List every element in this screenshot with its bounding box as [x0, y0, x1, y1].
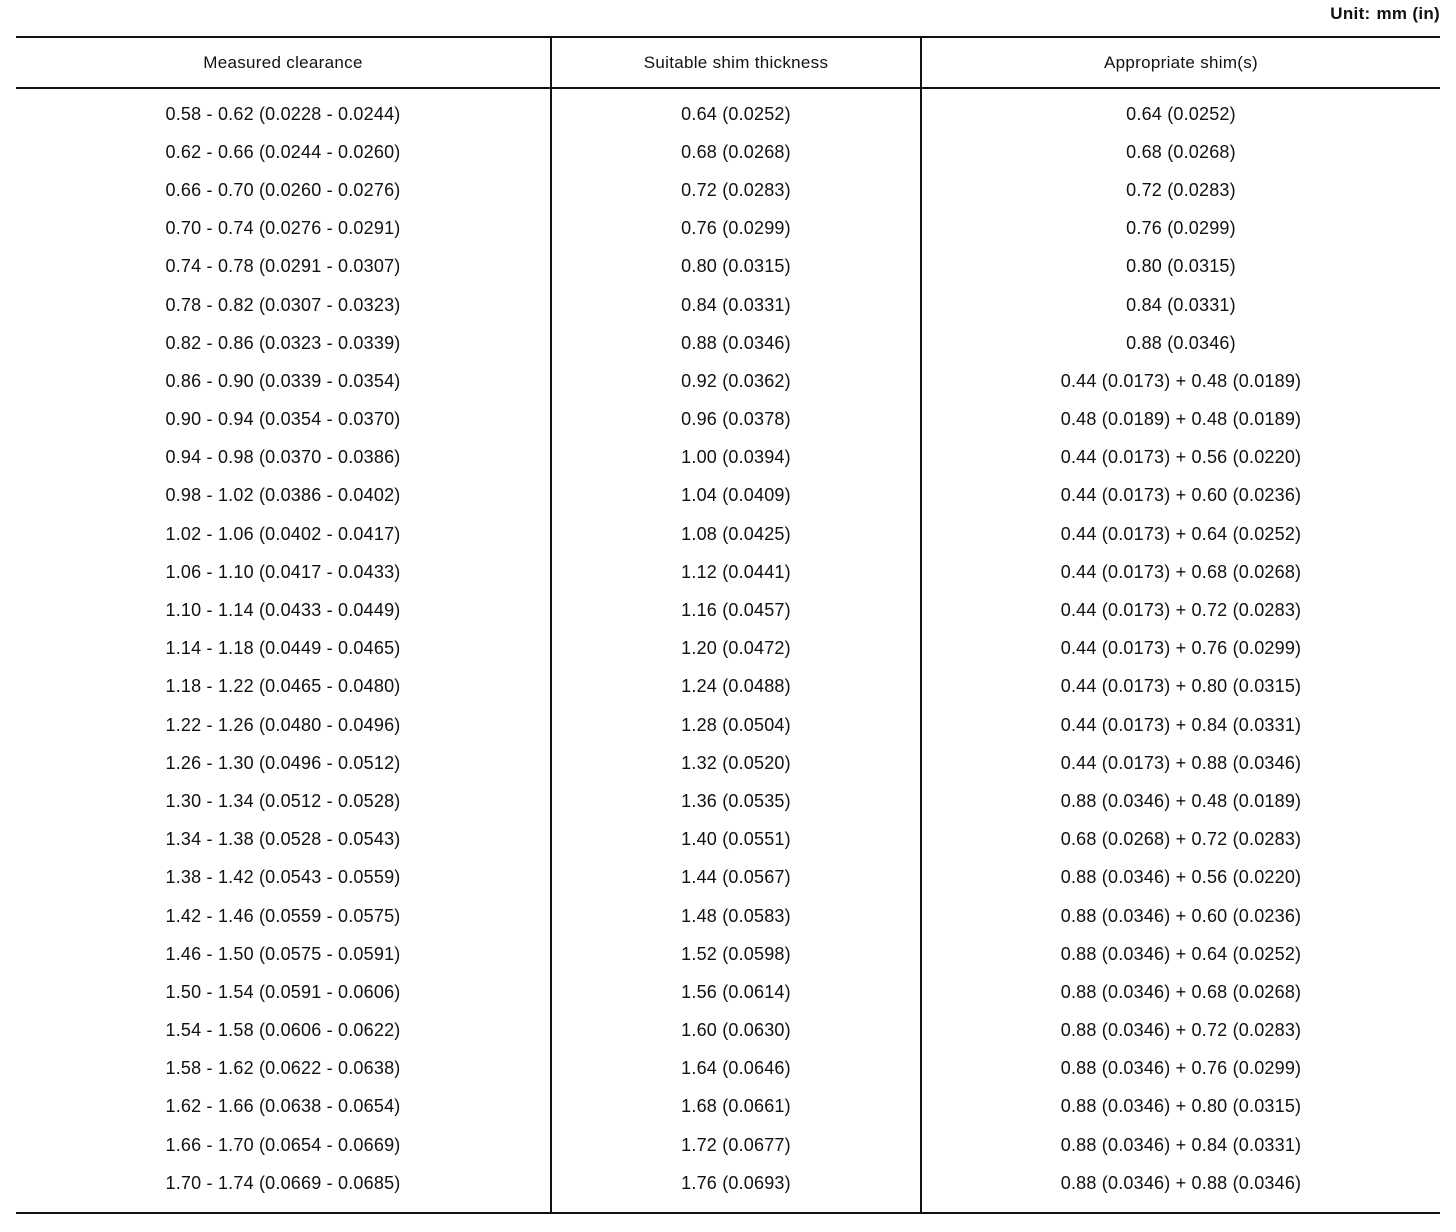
table-row [16, 1012, 1440, 1050]
table-row [16, 88, 1440, 133]
measured-clearance-cell: 0.94 - 0.98 (0.0370 - 0.0386) [165, 447, 401, 468]
appropriate-shims-cell: 0.80 (0.0315) [921, 248, 1440, 286]
measured-clearance-cell: 1.34 - 1.38 (0.0528 - 0.0543) [165, 829, 401, 850]
appropriate-shims-cell: 0.88 (0.0346) + 0.56 (0.0220) [921, 859, 1440, 897]
measured-clearance-cell: 1.58 - 1.62 (0.0622 - 0.0638) [165, 1058, 401, 1079]
table-row [16, 591, 1440, 629]
table-row [16, 401, 1440, 439]
shim-selection-table [16, 36, 1440, 1214]
measured-clearance-cell: 1.66 - 1.70 (0.0654 - 0.0669) [165, 1134, 401, 1155]
suitable-shim-thickness-cell: 1.60 (0.0630) [551, 1012, 921, 1050]
table-row [16, 1050, 1440, 1088]
appropriate-shims-cell: 0.88 (0.0346) + 0.84 (0.0331) [921, 1126, 1440, 1164]
suitable-shim-thickness-cell: 1.72 (0.0677) [551, 1126, 921, 1164]
suitable-shim-thickness-cell: 1.32 (0.0520) [551, 744, 921, 782]
appropriate-shims-cell: 0.44 (0.0173) + 0.84 (0.0331) [921, 706, 1440, 744]
appropriate-shims-cell: 0.44 (0.0173) + 0.76 (0.0299) [921, 630, 1440, 668]
suitable-shim-thickness-cell: 1.68 (0.0661) [551, 1088, 921, 1126]
suitable-shim-thickness-cell: 1.44 (0.0567) [551, 859, 921, 897]
measured-clearance-cell: 0.86 - 0.90 (0.0339 - 0.0354) [165, 370, 401, 391]
appropriate-shims-cell: 0.88 (0.0346) + 0.76 (0.0299) [921, 1050, 1440, 1088]
measured-clearance-cell: 0.78 - 0.82 (0.0307 - 0.0323) [165, 294, 401, 315]
measured-clearance-cell: 1.50 - 1.54 (0.0591 - 0.0606) [165, 981, 401, 1002]
appropriate-shims-cell: 0.68 (0.0268) [921, 133, 1440, 171]
suitable-shim-thickness-cell: 0.76 (0.0299) [551, 210, 921, 248]
appropriate-shims-cell: 0.88 (0.0346) + 0.88 (0.0346) [921, 1164, 1440, 1213]
appropriate-shims-cell: 0.44 (0.0173) + 0.56 (0.0220) [921, 439, 1440, 477]
unit-value: mm (in) [1376, 4, 1440, 23]
table-row [16, 782, 1440, 820]
measured-clearance-cell: 0.82 - 0.86 (0.0323 - 0.0339) [165, 332, 401, 353]
unit-label: Unit: [1330, 4, 1371, 23]
measured-clearance-cell: 1.54 - 1.58 (0.0606 - 0.0622) [165, 1020, 401, 1041]
measured-clearance-cell: 0.70 - 0.74 (0.0276 - 0.0291) [165, 218, 401, 239]
measured-clearance-cell: 1.14 - 1.18 (0.0449 - 0.0465) [165, 638, 401, 659]
suitable-shim-thickness-cell: 0.80 (0.0315) [551, 248, 921, 286]
measured-clearance-cell: 1.70 - 1.74 (0.0669 - 0.0685) [165, 1172, 401, 1193]
measured-clearance-cell: 0.62 - 0.66 (0.0244 - 0.0260) [165, 141, 401, 162]
appropriate-shims-cell: 0.88 (0.0346) + 0.72 (0.0283) [921, 1012, 1440, 1050]
header-row [16, 37, 1440, 88]
table-row [16, 210, 1440, 248]
measured-clearance-cell: 1.18 - 1.22 (0.0465 - 0.0480) [165, 676, 401, 697]
measured-clearance-cell: 1.10 - 1.14 (0.0433 - 0.0449) [165, 600, 401, 621]
table-row [16, 439, 1440, 477]
suitable-shim-thickness-cell: 0.96 (0.0378) [551, 401, 921, 439]
suitable-shim-thickness-cell: 1.40 (0.0551) [551, 821, 921, 859]
suitable-shim-thickness-cell: 0.64 (0.0252) [551, 88, 921, 133]
suitable-shim-thickness-cell: 1.36 (0.0535) [551, 782, 921, 820]
appropriate-shims-cell: 0.44 (0.0173) + 0.68 (0.0268) [921, 553, 1440, 591]
table-row [16, 630, 1440, 668]
appropriate-shims-cell: 0.88 (0.0346) + 0.60 (0.0236) [921, 897, 1440, 935]
suitable-shim-thickness-cell: 1.28 (0.0504) [551, 706, 921, 744]
measured-clearance-cell: 0.74 - 0.78 (0.0291 - 0.0307) [165, 256, 401, 277]
measured-clearance-cell: 0.98 - 1.02 (0.0386 - 0.0402) [165, 485, 401, 506]
appropriate-shims-cell: 0.88 (0.0346) + 0.68 (0.0268) [921, 973, 1440, 1011]
measured-clearance-cell: 1.62 - 1.66 (0.0638 - 0.0654) [165, 1096, 401, 1117]
appropriate-shims-cell: 0.88 (0.0346) [921, 324, 1440, 362]
appropriate-shims-cell: 0.44 (0.0173) + 0.80 (0.0315) [921, 668, 1440, 706]
suitable-shim-thickness-cell: 1.48 (0.0583) [551, 897, 921, 935]
measured-clearance-cell: 1.30 - 1.34 (0.0512 - 0.0528) [165, 790, 401, 811]
table-row [16, 553, 1440, 591]
suitable-shim-thickness-cell: 1.56 (0.0614) [551, 973, 921, 1011]
appropriate-shims-cell: 0.44 (0.0173) + 0.72 (0.0283) [921, 591, 1440, 629]
appropriate-shims-cell: 0.44 (0.0173) + 0.64 (0.0252) [921, 515, 1440, 553]
header-suitable-shim-thickness: Suitable shim thickness [551, 37, 921, 88]
measured-clearance-cell: 1.26 - 1.30 (0.0496 - 0.0512) [165, 752, 401, 773]
appropriate-shims-cell: 0.44 (0.0173) + 0.48 (0.0189) [921, 362, 1440, 400]
table-row [16, 248, 1440, 286]
suitable-shim-thickness-cell: 0.84 (0.0331) [551, 286, 921, 324]
suitable-shim-thickness-cell: 1.04 (0.0409) [551, 477, 921, 515]
suitable-shim-thickness-cell: 0.72 (0.0283) [551, 171, 921, 209]
table-row [16, 744, 1440, 782]
measured-clearance-cell: 1.02 - 1.06 (0.0402 - 0.0417) [165, 523, 401, 544]
appropriate-shims-cell: 0.44 (0.0173) + 0.60 (0.0236) [921, 477, 1440, 515]
suitable-shim-thickness-cell: 1.12 (0.0441) [551, 553, 921, 591]
suitable-shim-thickness-cell: 0.68 (0.0268) [551, 133, 921, 171]
measured-clearance-cell: 0.90 - 0.94 (0.0354 - 0.0370) [165, 409, 401, 430]
appropriate-shims-cell: 0.64 (0.0252) [921, 88, 1440, 133]
unit-note [1330, 4, 1440, 24]
table-row [16, 133, 1440, 171]
appropriate-shims-cell: 0.76 (0.0299) [921, 210, 1440, 248]
table-row [16, 1126, 1440, 1164]
table-row [16, 171, 1440, 209]
measured-clearance-cell: 1.46 - 1.50 (0.0575 - 0.0591) [165, 943, 401, 964]
appropriate-shims-cell: 0.44 (0.0173) + 0.88 (0.0346) [921, 744, 1440, 782]
suitable-shim-thickness-cell: 1.64 (0.0646) [551, 1050, 921, 1088]
measured-clearance-cell: 1.06 - 1.10 (0.0417 - 0.0433) [165, 561, 401, 582]
table-row [16, 706, 1440, 744]
table-row [16, 477, 1440, 515]
table-row [16, 859, 1440, 897]
suitable-shim-thickness-cell: 1.08 (0.0425) [551, 515, 921, 553]
table-row [16, 973, 1440, 1011]
measured-clearance-cell: 1.42 - 1.46 (0.0559 - 0.0575) [165, 905, 401, 926]
measured-clearance-cell: 1.22 - 1.26 (0.0480 - 0.0496) [165, 714, 401, 735]
table-row [16, 1164, 1440, 1213]
appropriate-shims-cell: 0.48 (0.0189) + 0.48 (0.0189) [921, 401, 1440, 439]
appropriate-shims-cell: 0.72 (0.0283) [921, 171, 1440, 209]
appropriate-shims-cell: 0.68 (0.0268) + 0.72 (0.0283) [921, 821, 1440, 859]
table-header [16, 37, 1440, 88]
suitable-shim-thickness-cell: 1.00 (0.0394) [551, 439, 921, 477]
table-row [16, 821, 1440, 859]
table-row [16, 935, 1440, 973]
measured-clearance-cell: 0.66 - 0.70 (0.0260 - 0.0276) [165, 179, 401, 200]
table-row [16, 362, 1440, 400]
appropriate-shims-cell: 0.88 (0.0346) + 0.64 (0.0252) [921, 935, 1440, 973]
table-row [16, 515, 1440, 553]
appropriate-shims-cell: 0.84 (0.0331) [921, 286, 1440, 324]
table-row [16, 668, 1440, 706]
suitable-shim-thickness-cell: 0.92 (0.0362) [551, 362, 921, 400]
suitable-shim-thickness-cell: 1.16 (0.0457) [551, 591, 921, 629]
table-row [16, 897, 1440, 935]
header-appropriate-shims: Appropriate shim(s) [921, 37, 1440, 88]
table-row [16, 286, 1440, 324]
suitable-shim-thickness-cell: 1.76 (0.0693) [551, 1164, 921, 1213]
suitable-shim-thickness-cell: 1.20 (0.0472) [551, 630, 921, 668]
table-body [16, 88, 1440, 1213]
measured-clearance-cell: 0.58 - 0.62 (0.0228 - 0.0244) [165, 103, 401, 124]
suitable-shim-thickness-cell: 0.88 (0.0346) [551, 324, 921, 362]
table-row [16, 324, 1440, 362]
appropriate-shims-cell: 0.88 (0.0346) + 0.48 (0.0189) [921, 782, 1440, 820]
suitable-shim-thickness-cell: 1.52 (0.0598) [551, 935, 921, 973]
measured-clearance-cell: 1.38 - 1.42 (0.0543 - 0.0559) [165, 867, 401, 888]
table-row [16, 1088, 1440, 1126]
header-measured-clearance: Measured clearance [16, 37, 551, 88]
suitable-shim-thickness-cell: 1.24 (0.0488) [551, 668, 921, 706]
appropriate-shims-cell: 0.88 (0.0346) + 0.80 (0.0315) [921, 1088, 1440, 1126]
